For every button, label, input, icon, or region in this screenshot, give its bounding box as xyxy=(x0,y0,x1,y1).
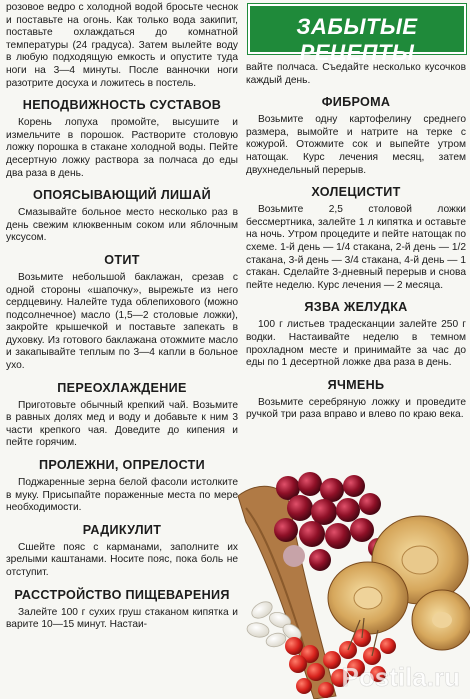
text-stye: Возьмите серебряную ложку и проведите ручкой три раза вправо и влево по краю века. xyxy=(246,396,466,421)
heading-stomach-ulcer: ЯЗВА ЖЕЛУДКА xyxy=(304,300,408,315)
left-intro-paragraph: розовое ведро с холодной водой бросьте чеснок и поставьте на огонь. Как только вода закипит, поставьте охлаждаться до комнатной температуры (24 градуса). Затем вылейте воду в любую подходящую емкость и опустите туда ноги на 3—4 минуты. После ванночки ноги разотрите досуха и ложитесь в постель. xyxy=(6,2,238,89)
heading-joint-stiffness: НЕПОДВИЖНОСТЬ СУСТАВОВ xyxy=(22,98,222,113)
right-intro-paragraph: вайте полчаса. Съедайте несколько кусочков каждый день. xyxy=(246,62,466,86)
heading-radiculitis: РАДИКУЛИТ xyxy=(82,522,162,537)
text-hypothermia: Приготовьте обычный крепкий чай. Возьмите в равных долях мед и воду и добавьте к ним 3 части крепкого чая. Доведите до кипения и пейте горячим. xyxy=(6,399,238,449)
left-column xyxy=(6,2,238,632)
heading-shingles: ОПОЯСЫВАЮЩИЙ ЛИШАЙ xyxy=(32,188,212,203)
heading-fibroma: ФИБРОМА xyxy=(321,95,391,110)
watermark-text: Postila.ru xyxy=(341,662,460,692)
text-fibroma: Возьмите одну картофелину среднего размера, вымойте и натрите на терке с кожурой. Отожмите сок и выпейте утром натощак. Курс лечения месяц, затем двухнедельный перерыв. xyxy=(246,114,466,176)
heading-cholecystitis: ХОЛЕЦИСТИТ xyxy=(311,185,401,200)
text-indigestion: Залейте 100 г сухих груш стаканом кипятка и варите 10—15 минут. Настаи- xyxy=(6,606,238,631)
heading-stye: ЯЧМЕНЬ xyxy=(327,377,385,392)
text-joint-stiffness: Корень лопуха промойте, высушите и измельчите в порошок. Растворите столовую ложку порошка в стакане холодной воды. Пейте десертную ложку раствора за полчаса до еды два раза в день. xyxy=(6,117,238,179)
section-banner xyxy=(248,4,466,65)
text-bedsores: Поджаренные зерна белой фасоли истолките в муку. Присыпайте пораженные места по мере необходимости. xyxy=(6,477,238,514)
heading-indigestion: РАССТРОЙСТВО ПИЩЕВАРЕНИЯ xyxy=(14,587,230,602)
text-radiculitis: Сшейте пояс с карманами, заполните их зрелыми каштанами. Носите пояс, пока боль не отступит. xyxy=(6,541,238,578)
right-column xyxy=(246,62,466,422)
text-stomach-ulcer: 100 г листьев традесканции залейте 250 г водки. Настаивайте неделю в темном прохладном месте и принимайте за час до еды по 1 десертной ложке два раза в день. xyxy=(246,319,466,369)
heading-bedsores: ПРОЛЕЖНИ, ОПРЕЛОСТИ xyxy=(38,458,206,473)
heading-otitis: ОТИТ xyxy=(104,252,140,267)
heading-hypothermia: ПЕРЕОХЛАЖДЕНИЕ xyxy=(57,380,187,395)
cherries-cluster xyxy=(274,472,388,571)
text-cholecystitis: Возьмите 2,5 столовой ложки бессмертника, залейте 1 л кипятка и оставьте на ночь. Утром процедите и пейте натощак по схеме. 1-й день — 1/4 стакана, 2-й день — 1/2 стакана, 3-й день — 3/4 стакана, 4-й день — 1 стакан. Сделайте 3-дневный перерыв и снова пейте неделю. Курс лечения — 2 месяца. xyxy=(246,204,466,291)
text-shingles: Смазывайте больное место несколько раз в день свежим клюквенным соком или яблочным уксусом. xyxy=(6,207,238,244)
banner-title: ЗАБЫТЫЕ РЕЦЕПТЫ xyxy=(296,14,418,65)
text-otitis: Возьмите небольшой баклажан, срезав с одной стороны «шапочку», вырежьте из него сердцевину. Налейте туда облепихового (можно подсолнечное) масло (1,5—2 столовые ложки), закройте крышечкой и поставьте запекать в духовку. Из готового баклажана отожмите масло и закапывайте теплым по 3—4 капли в больное ухо. xyxy=(6,271,238,372)
dried-fruits-illustration xyxy=(228,460,470,699)
